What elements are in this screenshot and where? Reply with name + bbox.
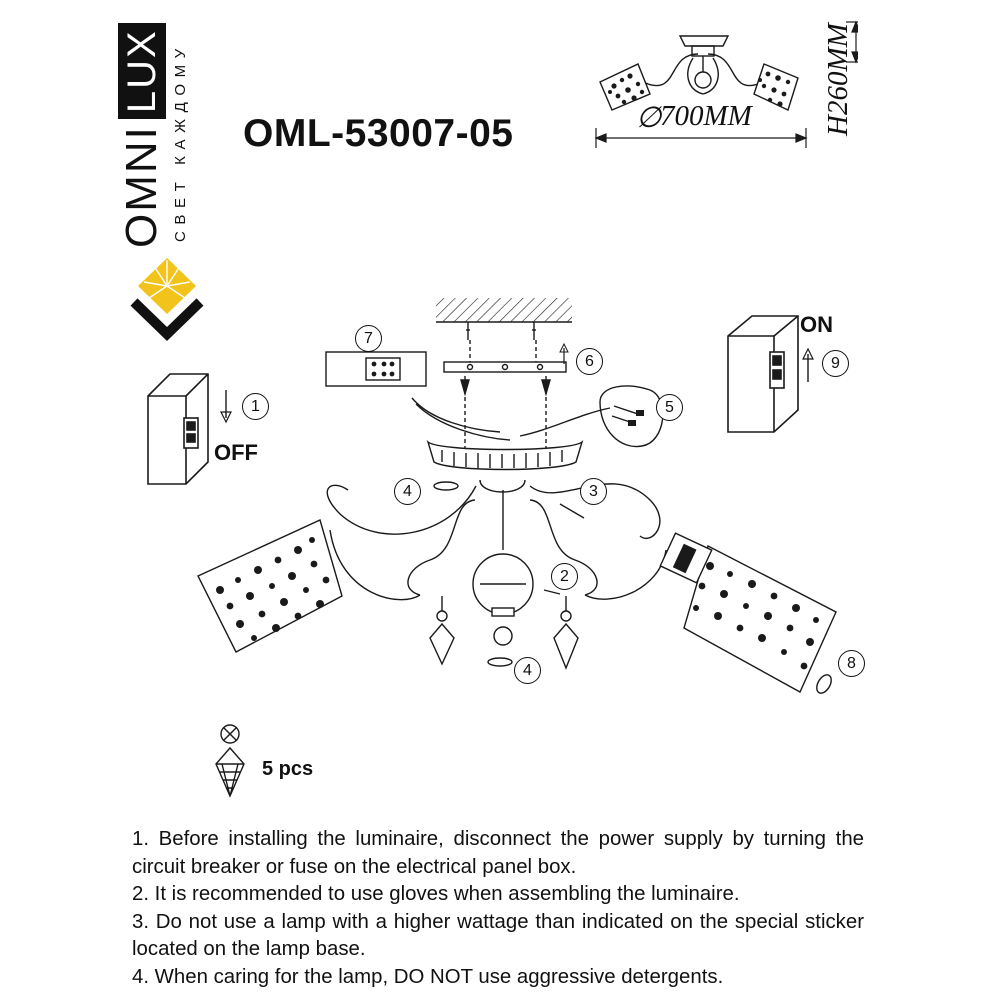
model-title: OML-53007-05 — [243, 112, 514, 155]
instruction-item: 4. When caring for the lamp, DO NOT use aggressive detergents. — [132, 965, 724, 988]
assembly-drawing — [180, 290, 870, 710]
step-4b-marker: 4 — [514, 657, 541, 684]
step-2-marker: 2 — [551, 563, 578, 590]
step-7-marker: 7 — [355, 325, 382, 352]
height-label: H260MM — [822, 23, 854, 136]
logo — [118, 13, 208, 248]
logo-lux: LUX — [118, 23, 166, 119]
instruction-item: 2. It is recommended to use gloves when assembling the luminaire. — [132, 883, 740, 906]
step-8-marker: 8 — [838, 650, 865, 677]
chandelier-overview-drawing — [588, 14, 858, 154]
instruction-item: 1. Before installing the luminaire, disconnect the power supply by turning the circuit breaker or fuse on the electrical panel box. — [132, 828, 864, 878]
logo-tagline: СВЕТ КАЖДОМУ — [172, 42, 189, 242]
instructions-list — [132, 826, 864, 992]
step-5-marker: 5 — [656, 394, 683, 421]
instruction-item: 3. Do not use a lamp with a higher wattage than indicated on the special sticker located on the lamp base. — [132, 910, 864, 961]
diameter-label: 700MM — [660, 100, 752, 132]
logo-omni: OMNI — [117, 125, 166, 248]
step-3-marker: 3 — [580, 478, 607, 505]
switch-on-label: ON — [800, 312, 833, 337]
crystal-pendant-icon — [210, 720, 250, 800]
switch-off-label: OFF — [214, 440, 258, 465]
pendant-count-label: 5 pcs — [262, 758, 314, 780]
step-6-marker: 6 — [576, 348, 603, 375]
step-4-marker: 4 — [394, 478, 421, 505]
diameter-symbol: ∅ — [636, 102, 662, 134]
step-1-marker: 1 — [242, 393, 269, 420]
step-9-marker: 9 — [822, 350, 849, 377]
